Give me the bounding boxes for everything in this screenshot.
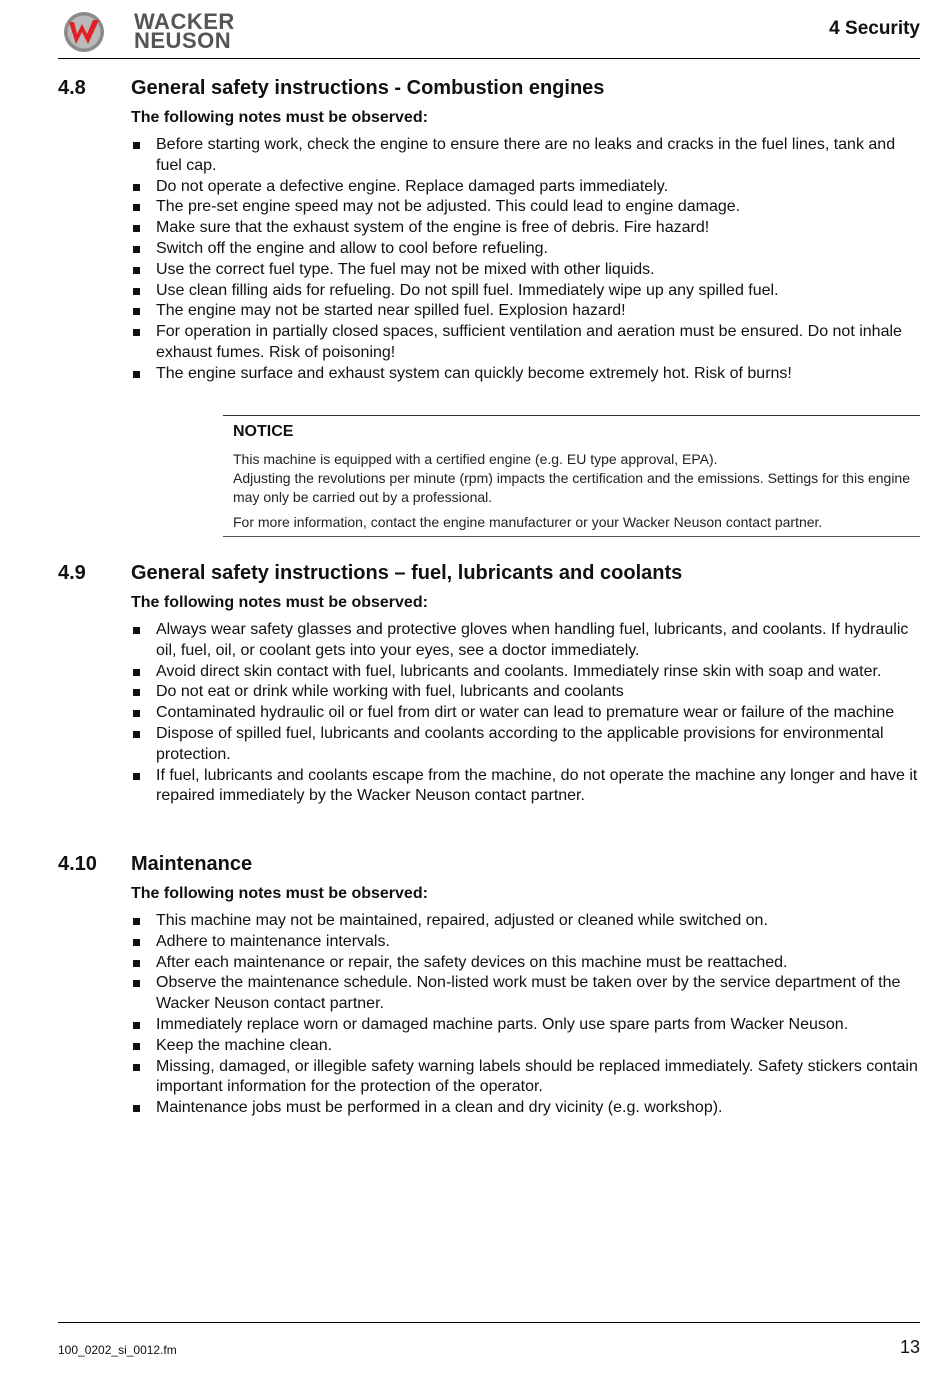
list-item-text: This machine may not be maintained, repaired, adjusted or cleaned while switched on.	[156, 912, 768, 929]
page-number: 13	[899, 1337, 920, 1357]
bullet-square-icon	[133, 329, 140, 336]
list-item	[131, 1036, 921, 1057]
bullet-square-icon	[133, 1105, 140, 1112]
list-item	[131, 724, 921, 766]
list-item	[131, 911, 921, 932]
list-item-text: Immediately replace worn or damaged machine parts. Only use spare parts from Wacker Neuson.	[156, 1015, 849, 1033]
list-item-text: Contaminated hydraulic oil or fuel from dirt or water can lead to premature wear or failure of the machine	[156, 704, 895, 722]
footer-divider	[58, 1322, 920, 1323]
bullet-square-icon	[133, 204, 140, 211]
section-title-4-10: Maintenance	[131, 853, 253, 875]
bullet-square-icon	[133, 184, 140, 191]
bullet-square-icon	[133, 773, 140, 780]
notice-title: NOTICE	[233, 423, 294, 440]
bullet-square-icon	[133, 939, 140, 946]
list-item	[131, 260, 921, 281]
list-item-text: Use clean filling aids for refueling. Do not spill fuel. Immediately wipe up any spilled fuel.	[156, 281, 779, 299]
list-item-text: For operation in partially closed spaces, sufficient ventilation and aeration must be ensured. Do not inhale exhaust fumes. Risk of poisoning!	[156, 323, 902, 361]
bullet-square-icon	[133, 1043, 140, 1050]
bullet-square-icon	[133, 288, 140, 295]
bullet-square-icon	[133, 267, 140, 274]
bullet-square-icon	[133, 960, 140, 967]
list-item	[131, 932, 921, 953]
list-item-text: Missing, damaged, or illegible safety warning labels should be replaced immediately. Safety stickers contain important information for the protection of the operator.	[156, 1057, 918, 1096]
bullet-square-icon	[133, 731, 140, 738]
section-intro-4-8: The following notes must be observed:	[131, 109, 428, 126]
bullet-square-icon	[133, 371, 140, 378]
list-item-text: Maintenance jobs must be performed in a clean and dry vicinity (e.g. workshop).	[156, 1099, 723, 1117]
list-item-text: Switch off the engine and allow to cool before refueling.	[156, 239, 548, 257]
list-item-text: The pre-set engine speed may not be adjusted. This could lead to engine damage.	[156, 198, 741, 216]
list-item	[131, 281, 921, 302]
list-item-text: Avoid direct skin contact with fuel, lubricants and coolants. Immediately rinse skin with soap and water.	[156, 662, 882, 680]
list-item	[131, 197, 921, 218]
list-item-text: If fuel, lubricants and coolants escape from the machine, do not operate the machine any longer and have it repaired immediately by the Wacker Neuson contact partner.	[156, 766, 918, 805]
bullet-square-icon	[133, 225, 140, 232]
list-item	[131, 177, 921, 198]
list-item-text: Observe the maintenance schedule. Non-listed work must be taken over by the service department of the Wacker Neuson contact partner.	[156, 974, 901, 1013]
notice-line2: Adjusting the revolutions per minute (rpm) impacts the certification and the emissions. Settings for this engine may only be carried out by a professional.	[233, 470, 910, 505]
list-item-text: Always wear safety glasses and protective gloves when handling fuel, lubricants, and coolants. If hydraulic oil, fuel, oil, or coolant gets into your eyes, see a doctor immediately.	[156, 621, 909, 659]
list-item	[131, 703, 921, 724]
list-item	[131, 135, 921, 177]
list-item	[131, 218, 921, 239]
bullet-list-4-10	[131, 911, 921, 1119]
list-item-text: Keep the machine clean.	[156, 1036, 333, 1054]
bullet-square-icon	[133, 669, 140, 676]
brand-name	[134, 9, 235, 53]
bullet-square-icon	[133, 142, 140, 149]
bullet-square-icon	[133, 246, 140, 253]
bullet-list-4-9	[131, 620, 921, 807]
section-title-4-9: General safety instructions – fuel, lubricants and coolants	[131, 562, 683, 584]
section-title-4-8: General safety instructions - Combustion engines	[131, 77, 605, 99]
notice-line3: For more information, contact the engine manufacturer or your Wacker Neuson contact partner.	[233, 514, 823, 530]
notice-box	[223, 415, 920, 537]
brand-line2: NEUSON	[134, 28, 232, 53]
list-item	[131, 239, 921, 260]
brand-line1: WACKER	[134, 9, 235, 34]
list-item-text: After each maintenance or repair, the safety devices on this machine must be reattached.	[156, 953, 788, 971]
list-item	[131, 1098, 921, 1119]
section-number-4-9: 4.9	[58, 562, 86, 584]
bullet-square-icon	[133, 627, 140, 634]
list-item-text: The engine surface and exhaust system can quickly become extremely hot. Risk of burns!	[156, 364, 792, 382]
bullet-list-4-8	[131, 135, 921, 385]
page-header	[58, 0, 920, 59]
list-item	[131, 662, 921, 683]
bullet-square-icon	[133, 1022, 140, 1029]
bullet-square-icon	[133, 980, 140, 987]
chapter-title: 4 Security	[829, 18, 920, 39]
list-item-text: Make sure that the exhaust system of the engine is free of debris. Fire hazard!	[156, 219, 710, 237]
section-intro-4-9: The following notes must be observed:	[131, 594, 428, 611]
list-item	[131, 364, 921, 385]
list-item	[131, 766, 921, 808]
notice-line1: This machine is equipped with a certified engine (e.g. EU type approval, EPA).	[233, 451, 718, 467]
list-item-text: Adhere to maintenance intervals.	[156, 932, 390, 950]
bullet-square-icon	[133, 689, 140, 696]
list-item	[131, 973, 921, 1015]
list-item	[131, 682, 921, 703]
section-number-4-8: 4.8	[58, 77, 86, 99]
section-intro-4-10: The following notes must be observed:	[131, 885, 428, 902]
list-item-text: Dispose of spilled fuel, lubricants and coolants according to the applicable provisions for environmental protection.	[156, 724, 884, 763]
list-item	[131, 301, 921, 322]
list-item	[131, 953, 921, 974]
list-item-text: The engine may not be started near spilled fuel. Explosion hazard!	[156, 302, 626, 320]
list-item	[131, 620, 921, 662]
list-item-text: Do not operate a defective engine. Replace damaged parts immediately.	[156, 177, 669, 195]
section-number-4-10: 4.10	[58, 853, 97, 875]
footer-filename: 100_0202_si_0012.fm	[58, 1343, 177, 1357]
list-item-text: Do not eat or drink while working with fuel, lubricants and coolants	[156, 683, 624, 701]
list-item-text: Before starting work, check the engine to ensure there are no leaks and cracks in the fuel lines, tank and fuel cap.	[156, 136, 896, 174]
bullet-square-icon	[133, 918, 140, 925]
list-item	[131, 322, 921, 364]
bullet-square-icon	[133, 308, 140, 315]
bullet-square-icon	[133, 710, 140, 717]
bullet-square-icon	[133, 1064, 140, 1071]
list-item	[131, 1057, 921, 1099]
wacker-neuson-logo-icon	[62, 10, 106, 54]
list-item-text: Use the correct fuel type. The fuel may not be mixed with other liquids.	[156, 260, 655, 278]
list-item	[131, 1015, 921, 1036]
